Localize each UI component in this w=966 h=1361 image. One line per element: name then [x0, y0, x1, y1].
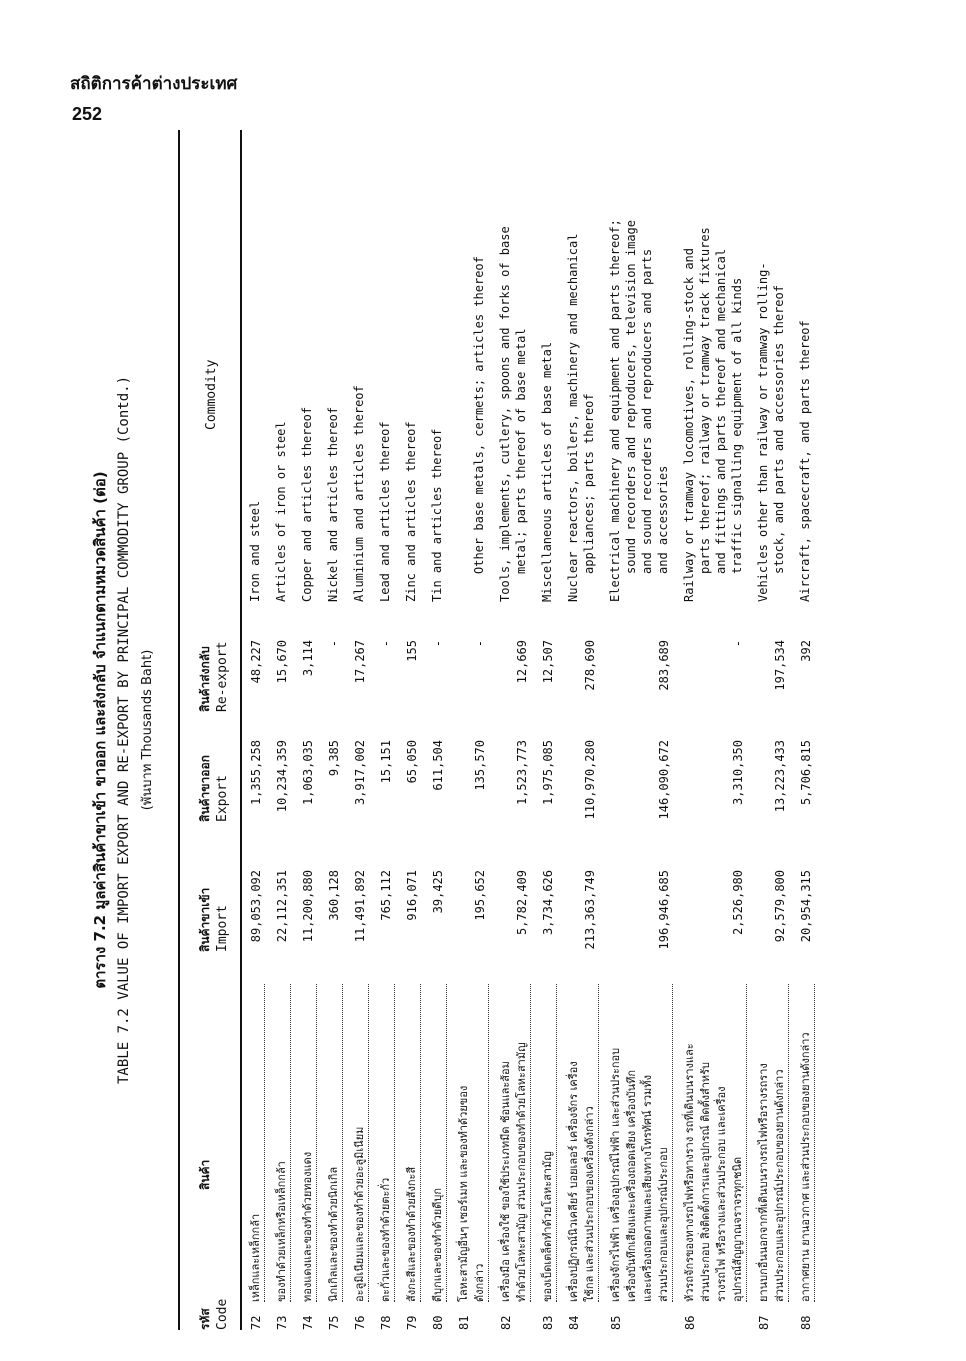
row-commodity-en	[248, 130, 264, 602]
row-export: 1,063,035	[301, 740, 315, 806]
row-commodity-en	[378, 130, 394, 602]
commodity-th-line: ทำด้วยโลหะสามัญ ส่วนประกอบของทำด้วยโลหะสามัญ	[514, 984, 531, 1302]
reexport-en: Re-export	[215, 641, 230, 712]
col-head-import	[196, 888, 230, 952]
row-code: 76	[353, 1315, 367, 1330]
row-export: 9,385	[327, 740, 341, 777]
table-row	[300, 130, 326, 1330]
table-row	[682, 130, 756, 1330]
row-commodity-en	[274, 130, 290, 602]
commodity-th-line: เหล็กและเหล็กกล้า	[248, 984, 265, 1302]
row-commodity-en	[540, 130, 556, 602]
row-commodity-th	[274, 984, 291, 1302]
export-th: สินค้าขาออก	[198, 755, 212, 822]
row-import: 360,128	[327, 870, 341, 921]
table-row	[404, 130, 430, 1330]
commodity-en-line: and accessories	[656, 465, 670, 574]
commodity-th-line: สังกะสีและของทำด้วยสังกะสี	[404, 984, 421, 1302]
commodity-en-line: Tin and articles thereof	[430, 428, 444, 602]
row-commodity-th	[430, 984, 447, 1302]
row-reexport: 48,227	[249, 640, 263, 684]
row-export: 110,970,280	[583, 740, 597, 820]
commodity-th-line: เครื่องมือ เครื่องใช้ ของใช้ประเภทมีด ช้อนและส้อม	[499, 1061, 512, 1302]
row-import: 3,734,626	[541, 870, 555, 936]
row-commodity-en	[430, 130, 446, 602]
commodity-en-line: parts thereof; railway or tramway track fixtures	[698, 227, 712, 574]
commodity-en-line: and sound recorders and reproducers and parts	[640, 248, 654, 574]
commodity-en-line: Other base metals, cermets; articles thereof	[472, 256, 486, 574]
row-export: 65,050	[405, 740, 419, 784]
row-code: 82	[499, 1315, 513, 1330]
row-import: 22,112,351	[275, 870, 289, 943]
row-commodity-th	[756, 984, 789, 1302]
row-commodity-th	[378, 984, 395, 1302]
row-export: 135,570	[473, 740, 487, 791]
row-commodity-th	[352, 984, 369, 1302]
commodity-en-line	[456, 130, 472, 602]
page-number: 252	[72, 104, 103, 124]
commodity-th-line: หัวรถจักรของทางรถไฟหรือทางราง รถที่เดินบนรางและ	[683, 1043, 696, 1302]
col-head-commodity-en	[204, 360, 219, 430]
commodity-th-line: เครื่องปฏิกรณ์นิวเคลียร์ บอยเลอร์ เครื่องจักร เครื่อง	[567, 1061, 580, 1302]
commodity-en-line: Nickel and articles thereof	[326, 406, 340, 602]
row-import: 5,782,409	[515, 870, 529, 936]
row-code: 88	[799, 1315, 813, 1330]
commodity-en-line: Articles of iron or steel	[274, 421, 288, 602]
row-code: 72	[249, 1315, 263, 1330]
row-export: 3,310,350	[731, 740, 745, 806]
export-en: Export	[215, 775, 230, 822]
row-code: 80	[431, 1315, 445, 1330]
row-commodity-en	[498, 130, 530, 602]
row-export: 1,355,258	[249, 740, 263, 806]
row-code: 78	[379, 1315, 393, 1330]
row-commodity-en	[404, 130, 420, 602]
row-reexport: -	[431, 640, 445, 648]
table-row	[498, 130, 540, 1330]
row-code: 83	[541, 1315, 555, 1330]
table-row	[430, 130, 456, 1330]
row-commodity-th	[682, 984, 747, 1302]
commodity-en-line: metal; parts thereof of base metal	[514, 328, 528, 574]
code-en: Code	[215, 1298, 230, 1330]
row-export: 13,223,433	[773, 740, 787, 813]
row-import: 213,363,749	[583, 870, 597, 950]
commodity-en-line: Nuclear reactors, boilers, machinery and mechanical	[566, 233, 580, 602]
commodity-en-line: Copper and articles thereof	[300, 406, 314, 602]
row-export: 611,504	[431, 740, 445, 791]
code-th: รหัส	[198, 1308, 212, 1330]
row-commodity-th	[326, 984, 343, 1302]
header-rule	[240, 130, 242, 1330]
row-commodity-en	[456, 130, 488, 602]
row-commodity-th	[300, 984, 317, 1302]
commodity-en-line: Aluminium and articles thereof	[352, 385, 366, 602]
table-row	[756, 130, 798, 1330]
table-row	[326, 130, 352, 1330]
rotated-table	[80, 130, 860, 1330]
commodity-en-line: traffic signalling equipment of all kinds	[730, 277, 744, 574]
commodity-th-line: รางรถไฟ หรือรางและส่วนประกอบ และเครื่อง	[715, 1086, 728, 1302]
commodity-th-line: ของทำด้วยเหล็กหรือเหล็กกล้า	[274, 984, 291, 1302]
row-import: 11,200,880	[301, 870, 315, 943]
commodity-th-line: เครื่องจักรไฟฟ้า เครื่องอุปกรณ์ไฟฟ้า และส่วนประกอบ	[609, 1047, 622, 1302]
commodity-th: สินค้า	[198, 1159, 212, 1190]
table-unit: (พันบาท Thousands Baht)	[140, 649, 155, 811]
row-commodity-th	[456, 984, 489, 1302]
commodity-en-line: Iron and steel	[248, 500, 262, 602]
commodity-th-line: ใช้กล และส่วนประกอบของเครื่องดังกล่าว	[582, 984, 599, 1302]
commodity-en-line: Railway or tramway locomotives, rolling-stock and	[682, 247, 696, 602]
commodity-th-line: ส่วนประกอบและอุปกรณ์ประกอบของยานดังกล่าว	[772, 984, 789, 1302]
table-row	[798, 130, 824, 1330]
row-commodity-th	[566, 984, 599, 1302]
row-export: 10,234,359	[275, 740, 289, 813]
row-reexport: 12,669	[515, 640, 529, 684]
table-row	[540, 130, 566, 1330]
row-commodity-en	[326, 130, 342, 602]
row-import: 39,425	[431, 870, 445, 914]
row-commodity-th	[608, 984, 673, 1302]
row-import: 195,652	[473, 870, 487, 921]
row-code: 87	[757, 1315, 771, 1330]
page-header: สถิติการค้าต่างประเทศ	[70, 74, 238, 94]
commodity-en-line: Aircraft, spacecraft, and parts thereof	[798, 320, 812, 602]
commodity-en-line: Zinc and articles thereof	[404, 421, 418, 602]
col-head-commodity-th	[196, 1160, 215, 1190]
row-reexport: 15,670	[275, 640, 289, 684]
row-export: 1,975,085	[541, 740, 555, 806]
row-export: 146,090,672	[657, 740, 671, 820]
row-export: 5,706,815	[799, 740, 813, 806]
commodity-th-line: โลหะสามัญอื่นๆ เซอร์เมท และของทำด้วยของ	[457, 1085, 470, 1302]
commodity-th-line: อุปกรณ์สัญญาณจราจรทุกชนิด	[730, 984, 747, 1302]
row-import: 89,053,092	[249, 870, 263, 943]
table-row	[352, 130, 378, 1330]
commodity-en-line: and fittings and parts thereof and mechanical	[714, 248, 728, 574]
commodity-th-line: ดีบุกและของทำด้วยดีบุก	[430, 984, 447, 1302]
commodity-th-line: ดังกล่าว	[472, 984, 489, 1302]
commodity-en-line: Electrical machinery and equipment and parts thereof;	[608, 219, 622, 602]
commodity-th-line: อะลูมิเนียมและของทำด้วยอะลูมิเนียม	[352, 984, 369, 1302]
row-import: 11,491,892	[353, 870, 367, 943]
row-reexport: 17,267	[353, 640, 367, 684]
table-row	[248, 130, 274, 1330]
commodity-th-line: ทองแดงและของทำด้วยทองแดง	[300, 984, 317, 1302]
row-reexport: 12,507	[541, 640, 555, 684]
commodity-th-line: ส่วนประกอบ สิ่งติดตั้งการและอุปกรณ์ ติดตั้งสำหรับ	[699, 1061, 712, 1302]
row-commodity-th	[404, 984, 421, 1302]
commodity-en-line: Vehicles other than railway or tramway rolling-	[756, 262, 770, 602]
row-export: 3,917,002	[353, 740, 367, 806]
row-code: 81	[457, 1315, 471, 1330]
row-code: 86	[683, 1315, 697, 1330]
commodity-en-line: sound recorders and reproducers, television image	[624, 219, 638, 574]
table-row	[456, 130, 498, 1330]
row-export: 15,151	[379, 740, 393, 784]
table-row	[274, 130, 300, 1330]
row-commodity-en	[300, 130, 316, 602]
commodity-th-line: เครื่องบันทึกเสียงและเครื่องถอดเสียง เครื่องบันทึก	[625, 1069, 638, 1302]
reexport-th: สินค้าส่งกลับ	[198, 646, 212, 712]
col-head-export	[196, 755, 230, 822]
table-row	[378, 130, 404, 1330]
row-commodity-en	[608, 130, 672, 602]
row-code: 85	[609, 1315, 623, 1330]
row-import: 916,071	[405, 870, 419, 921]
row-reexport: -	[731, 640, 745, 648]
row-export: 1,523,773	[515, 740, 529, 806]
row-import: 765,112	[379, 870, 393, 921]
row-commodity-en	[566, 130, 598, 602]
table-body	[248, 130, 824, 1330]
row-reexport: -	[473, 640, 487, 648]
commodity-en: Commodity	[204, 359, 219, 430]
commodity-th-line: นิกเกิลและของทำด้วยนิกเกิล	[326, 984, 343, 1302]
row-commodity-th	[498, 984, 531, 1302]
row-reexport: 3,114	[301, 640, 315, 677]
row-code: 79	[405, 1315, 419, 1330]
commodity-en-line: Miscellaneous articles of base metal	[540, 341, 554, 602]
table-title-block	[80, 130, 157, 1330]
import-en: Import	[215, 905, 230, 952]
col-head-code	[196, 1299, 230, 1330]
row-code: 74	[301, 1315, 315, 1330]
row-commodity-th	[798, 984, 815, 1302]
row-commodity-en	[798, 130, 814, 602]
commodity-th-line: ยานบกอื่นนอกจากที่เดินบนรางรถไฟหรือรางรถราง	[757, 1063, 770, 1302]
row-commodity-th	[248, 984, 265, 1302]
row-import: 92,579,800	[773, 870, 787, 943]
row-reexport: 283,689	[657, 640, 671, 691]
row-commodity-en	[682, 130, 746, 602]
row-reexport: 392	[799, 640, 813, 662]
import-th: สินค้าขาเข้า	[198, 887, 212, 952]
row-commodity-en	[352, 130, 368, 602]
commodity-th-line: อากาศยาน ยานอวกาศ และส่วนประกอบของยานดังกล่าว	[798, 984, 815, 1302]
row-reexport: 278,690	[583, 640, 597, 691]
col-head-reexport	[196, 642, 230, 712]
commodity-en-line: appliances; parts thereof	[582, 393, 596, 574]
row-reexport: 155	[405, 640, 419, 662]
table-row	[566, 130, 608, 1330]
row-commodity-en	[756, 130, 788, 602]
commodity-en-line: stock, and parts and accessories thereof	[772, 285, 786, 574]
row-reexport: 197,534	[773, 640, 787, 691]
commodity-th-line: และเครื่องถอดภาพและเสียงทางโทรทัศน์ รวมทั้ง	[641, 1075, 654, 1302]
row-code: 84	[567, 1315, 581, 1330]
row-import: 196,946,685	[657, 870, 671, 950]
row-import: 2,526,980	[731, 870, 745, 936]
commodity-th-line: ของเบ็ดเตล็ดทำด้วยโลหะสามัญ	[540, 984, 557, 1302]
table-title-th: ตาราง 7.2 มูลค่าสินค้าขาเข้า ขาออก และส่งกลับ จำแนกตามหมวดสินค้า (ต่อ)	[91, 471, 109, 989]
top-rule	[178, 130, 180, 1330]
table-row	[608, 130, 682, 1330]
row-reexport: -	[327, 640, 341, 648]
row-code: 75	[327, 1315, 341, 1330]
row-code: 73	[275, 1315, 289, 1330]
row-commodity-th	[540, 984, 557, 1302]
commodity-th-line: ส่วนประกอบและอุปกรณ์ประกอบ	[656, 984, 673, 1302]
row-import: 20,954,315	[799, 870, 813, 943]
commodity-th-line: ตะกั่วและของทำด้วยตะกั่ว	[378, 984, 395, 1302]
commodity-en-line: Tools, implements, cutlery, spoons and forks of base	[498, 226, 512, 602]
table-title-en: TABLE 7.2 VALUE OF IMPORT EXPORT AND RE-EXPORT BY PRINCIPAL COMMODITY GROUP (Contd.)	[116, 376, 132, 1085]
row-reexport: -	[379, 640, 393, 648]
commodity-en-line: Lead and articles thereof	[378, 421, 392, 602]
